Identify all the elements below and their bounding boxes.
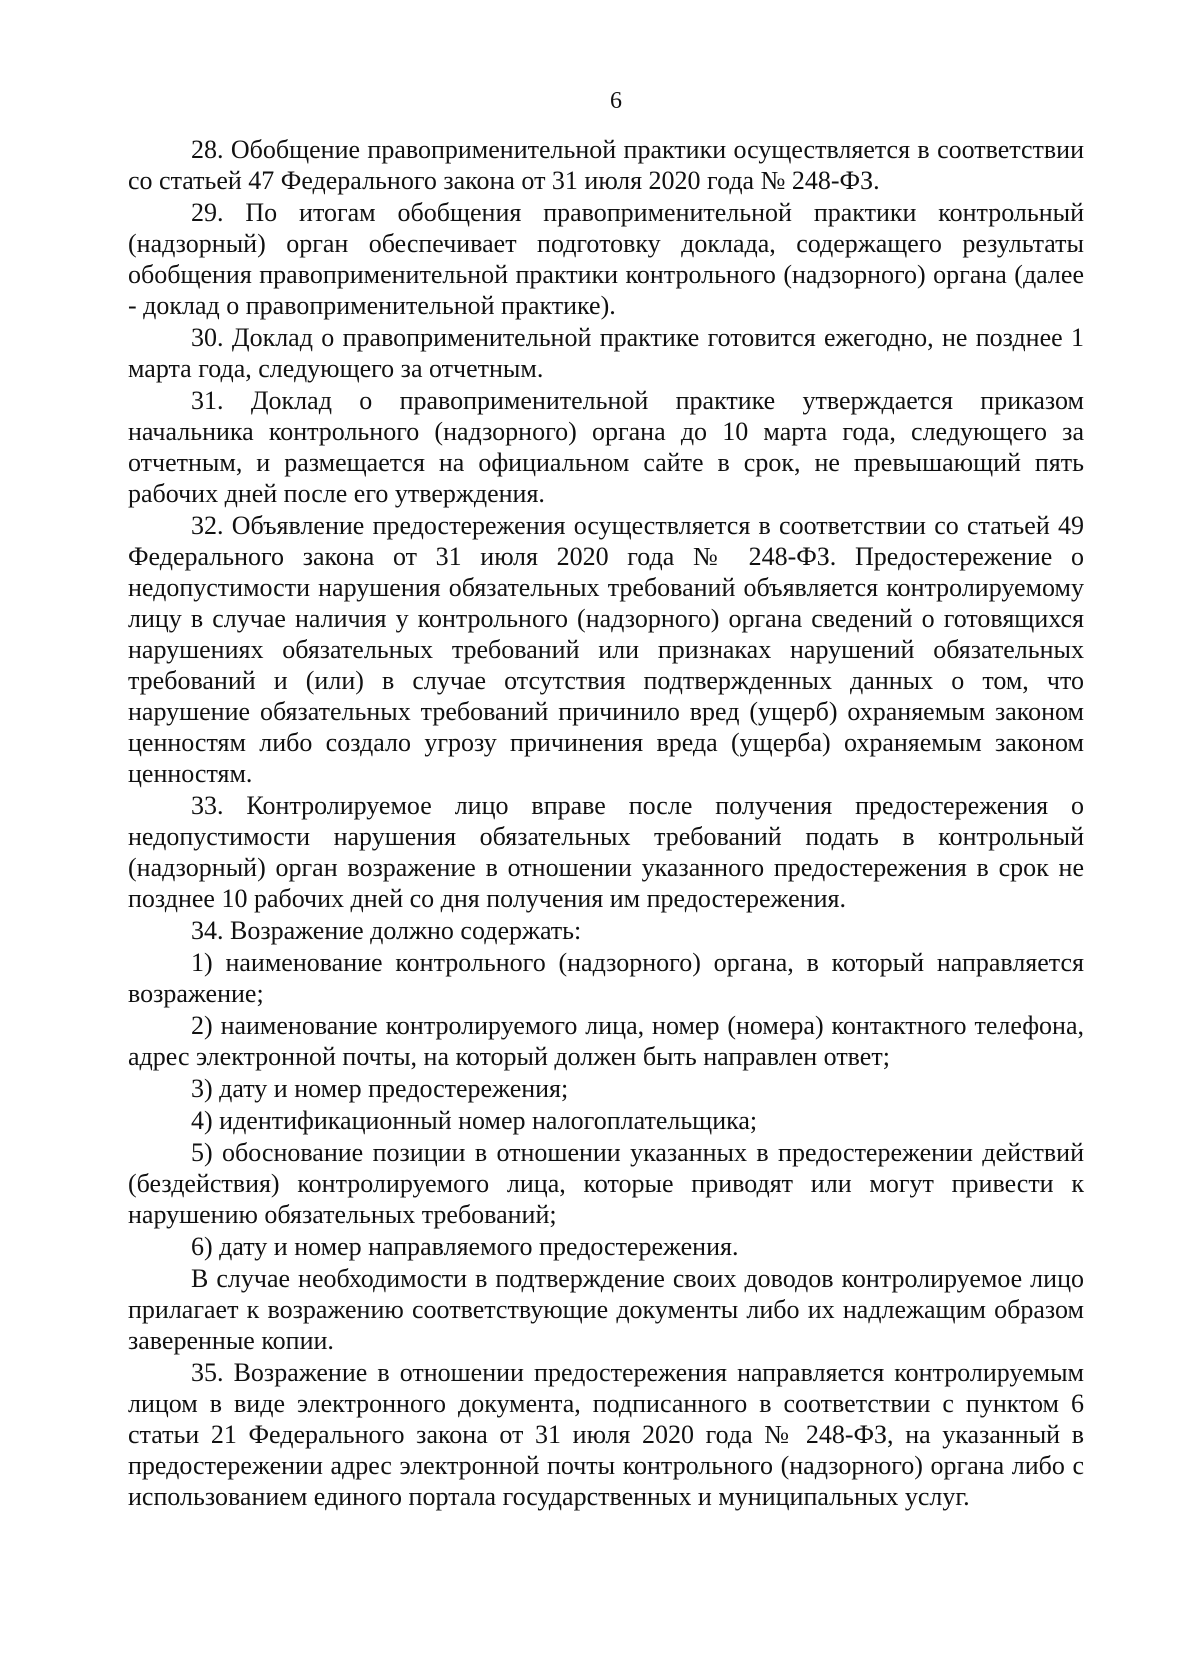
list-item-3: 3) дату и номер предостережения; [191, 1074, 569, 1103]
list-item-1: 1) наименование контрольного (надзорного) органа, в который направляется возражение; [128, 948, 1084, 1008]
paragraph-34: 34. Возражение должно содержать: [191, 916, 582, 945]
paragraph-30: 30. Доклад о правоприменительной практике готовится ежегодно, не позднее 1 марта года, следующего за отчетным. [128, 323, 1084, 383]
list-item-5: 5) обоснование позиции в отношении указанных в предостережении действий (бездействия) контролируемого лица, которые приводят или могут привести к нарушению обязательных требований; [128, 1138, 1084, 1229]
list-item-2: 2) наименование контролируемого лица, номер (номера) контактного телефона, адрес электронной почты, на который должен быть направлен ответ; [128, 1011, 1084, 1071]
paragraph-29: 29. По итогам обобщения правоприменительной практики контрольный (надзорный) орган обеспечивает подготовку доклада, содержащего результаты обобщения правоприменительной практики контрольного (надзорного) органа (далее - доклад о правоприменительной практике). [128, 198, 1084, 320]
list-item-4: 4) идентификационный номер налогоплательщика; [191, 1106, 758, 1135]
paragraph-33: 33. Контролируемое лицо вправе после получения предостережения о недопустимости нарушения обязательных требований подать в контрольный (надзорный) орган возражение в отношении указанного предостережения в срок не позднее 10 рабочих дней со дня получения им предостережения. [128, 791, 1084, 913]
page-number: 6 [610, 88, 622, 114]
paragraph-31: 31. Доклад о правоприменительной практике утверждается приказом начальника контрольного (надзорного) органа до 10 марта года, следующего за отчетным, и размещается на официальном сайте в срок, не превышающий пять рабочих дней после его утверждения. [128, 386, 1084, 508]
paragraph-28: 28. Обобщение правоприменительной практики осуществляется в соответствии со статьей 47 Федерального закона от 31 июля 2020 года № 248-ФЗ. [128, 135, 1084, 195]
document-body [128, 134, 1084, 1512]
paragraph-35: 35. Возражение в отношении предостережения направляется контролируемым лицом в виде электронного документа, подписанного в соответствии с пунктом 6 статьи 21 Федерального закона от 31 июля 2020 года № 248-ФЗ, на указанный в предостережении адрес электронной почты контрольного (надзорного) органа либо с использованием единого портала государственных и муниципальных услуг. [128, 1358, 1084, 1511]
paragraph-attachments: В случае необходимости в подтверждение своих доводов контролируемое лицо прилагает к возражению соответствующие документы либо их надлежащим образом заверенные копии. [128, 1264, 1084, 1355]
paragraph-32: 32. Объявление предостережения осуществляется в соответствии со статьей 49 Федерального закона от 31 июля 2020 года № 248-ФЗ. Предостережение о недопустимости нарушения обязательных требований объявляется контролируемому лицу в случае наличия у контрольного (надзорного) органа сведений о готовящихся нарушениях обязательных требований или признаках нарушений обязательных требований и (или) в случае отсутствия подтвержденных данных о том, что нарушение обязательных требований причинило вред (ущерб) охраняемым законом ценностям либо создало угрозу причинения вреда (ущерба) охраняемым законом ценностям. [128, 511, 1084, 788]
list-item-6: 6) дату и номер направляемого предостережения. [191, 1232, 739, 1261]
